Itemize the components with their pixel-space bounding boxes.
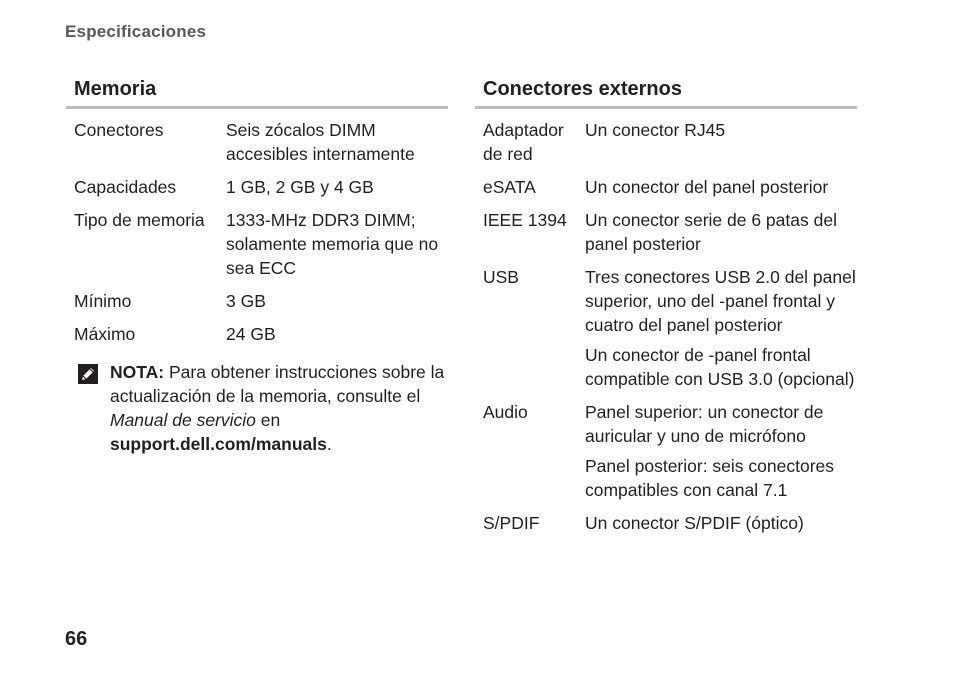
spec-value (585, 113, 857, 170)
spec-value (585, 203, 857, 260)
note-end: . (326, 434, 332, 454)
memory-note (66, 360, 448, 456)
spec-value (585, 395, 857, 506)
spec-value-line: Un conector S/PDIF (óptico) (585, 513, 804, 533)
spec-value (585, 506, 857, 539)
note-text-2: en (255, 410, 281, 430)
note-support-link[interactable]: support.dell.com/manuals (110, 434, 327, 454)
spec-label: USB (483, 267, 519, 287)
table-row (475, 203, 857, 260)
table-row (66, 317, 448, 350)
spec-value-line: Un conector del panel posterior (585, 177, 829, 197)
spec-value-line: Panel superior: un conector de auricular y uno de micrófono (585, 402, 824, 446)
table-row (475, 170, 857, 203)
spec-label: Tipo de memoria (74, 210, 205, 230)
spec-label: IEEE 1394 (483, 210, 567, 230)
spec-value-line: 3 GB (226, 291, 266, 311)
table-row (475, 113, 857, 170)
connectors-section (475, 76, 857, 539)
spec-label: Capacidades (74, 177, 177, 197)
note-text-1: Para obtener instrucciones sobre la actualización de la memoria, consulte el (110, 362, 445, 406)
table-row (475, 260, 857, 395)
spec-label: Adaptador de red (483, 120, 564, 164)
note-pencil-icon (78, 364, 98, 390)
table-row (66, 170, 448, 203)
running-header: Especificaciones (65, 22, 207, 41)
spec-label: Máximo (74, 324, 136, 344)
spec-value (226, 113, 448, 170)
memory-title: Memoria (66, 76, 448, 109)
spec-value-line: 1 GB, 2 GB y 4 GB (226, 177, 374, 197)
spec-label: Audio (483, 402, 528, 422)
table-row (66, 284, 448, 317)
note-manual-title: Manual de servicio (110, 410, 256, 430)
memory-section (66, 76, 448, 456)
spec-value-line: Seis zócalos DIMM accesibles internamente (226, 120, 415, 164)
spec-label: S/PDIF (483, 513, 540, 533)
spec-value (585, 260, 857, 395)
table-row (66, 203, 448, 284)
spec-value-line: Un conector RJ45 (585, 120, 726, 140)
spec-value (226, 170, 448, 203)
spec-value-line: 24 GB (226, 324, 276, 344)
table-row (475, 395, 857, 506)
table-row (66, 113, 448, 170)
memory-table (66, 113, 448, 350)
spec-value (226, 284, 448, 317)
spec-value-line: Panel posterior: seis conectores compatibles con canal 7.1 (585, 456, 835, 500)
spec-label: eSATA (483, 177, 536, 197)
connectors-title: Conectores externos (475, 76, 857, 109)
spec-value-line: Un conector serie de 6 patas del panel posterior (585, 210, 837, 254)
spec-value (226, 203, 448, 284)
spec-value-line: Tres conectores USB 2.0 del panel superior, uno del -panel frontal y cuatro del panel posterior (585, 267, 856, 335)
page-number: 66 (65, 628, 88, 650)
note-label: NOTA: (110, 362, 165, 382)
spec-label: Conectores (74, 120, 164, 140)
spec-label: Mínimo (74, 291, 132, 311)
spec-value-line: Un conector de -panel frontal compatible con USB 3.0 (opcional) (585, 345, 855, 389)
spec-value-line: 1333-MHz DDR3 DIMM; solamente memoria que no sea ECC (226, 210, 439, 278)
connectors-table (475, 113, 857, 539)
spec-value (585, 170, 857, 203)
spec-value (226, 317, 448, 350)
table-row (475, 506, 857, 539)
